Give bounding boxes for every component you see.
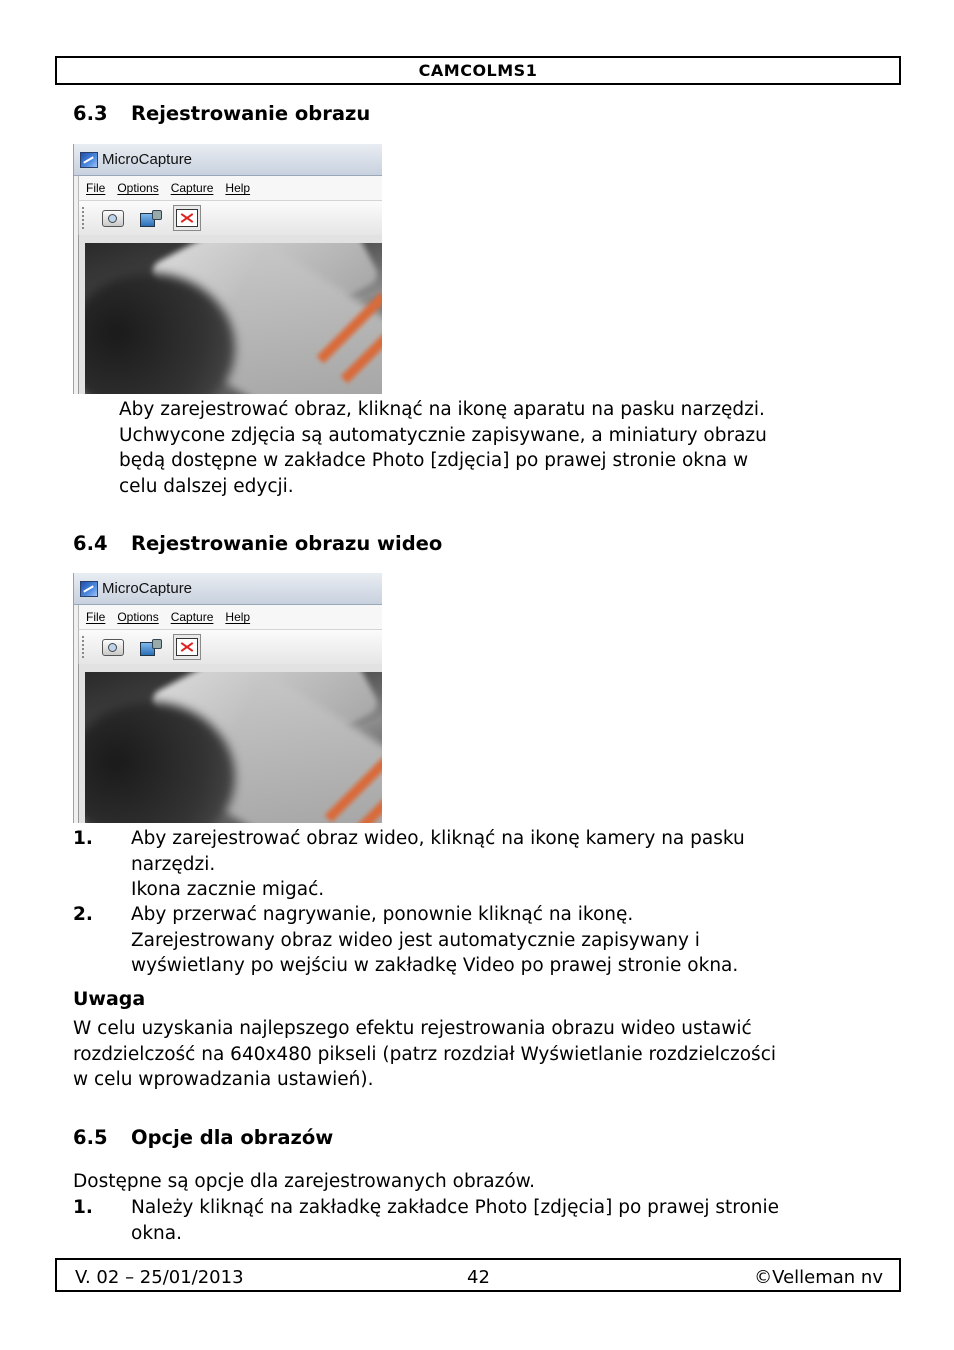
note-body [73,1016,776,1093]
note-line: w celu wprowadzania ustawień). [73,1069,374,1090]
camera-preview [85,672,382,823]
footer-page-number: 42 [467,1267,490,1288]
app-title: MicroCapture [102,151,193,168]
step-line: Zarejestrowany obraz wideo jest automatycznie zapisywany i [131,929,700,951]
preview-frame [78,664,382,823]
menu-capture[interactable]: Capture [170,181,214,195]
preview-frame [78,235,382,394]
camera-icon [102,639,124,656]
camera-preview [85,243,382,394]
record-video-button[interactable] [136,205,164,231]
step-line: okna. [131,1222,182,1244]
video-camera-icon [140,210,160,226]
capture-photo-button[interactable] [99,634,127,660]
step-number: 1. [73,828,93,849]
footer-version: V. 02 – 25/01/2013 [75,1267,244,1288]
app-logo-icon [80,581,98,597]
section-number: 6.5 [73,1126,108,1149]
body-line: Aby zarejestrować obraz, kliknąć na ikonę aparatu na pasku narzędzi. [119,399,765,420]
menu-options[interactable]: Options [117,181,159,195]
menu-help[interactable]: Help [225,181,251,195]
footer-copyright: ©Velleman nv [754,1267,883,1288]
menu-bar [78,176,382,200]
note-line: rozdzielczość na 640x480 pikseli (patrz rozdział Wyświetlanie rozdzielczości [73,1043,777,1065]
fullscreen-button[interactable] [173,634,201,660]
section-6-5-intro [73,1169,535,1195]
menu-options[interactable]: Options [117,610,159,624]
section-heading-6-5 [73,1126,333,1149]
step-line: Aby przerwać nagrywanie, ponownie kliknąć na ikonę. [131,904,634,925]
toolbar [78,200,382,236]
window-titlebar [74,144,382,176]
section-6-3-body [119,397,767,499]
step-line: Aby zarejestrować obraz wideo, kliknąć na ikonę kamery na pasku [131,828,745,849]
section-number: 6.4 [73,532,108,555]
menu-file[interactable]: File [86,610,106,624]
fullscreen-icon [176,638,198,656]
menu-file[interactable]: File [86,181,106,195]
section-heading-6-4 [73,532,442,555]
section-title: Opcje dla obrazów [131,1126,334,1149]
microcapture-screenshot-video [73,573,382,823]
list-item [73,1195,893,1246]
note-title: Uwaga [73,988,146,1010]
camera-icon [102,210,124,227]
step-line: narzędzi. [131,853,216,875]
step-line: Ikona zacznie migać. [131,879,325,900]
header-title: CAMCOLMS1 [418,61,538,80]
record-video-button[interactable] [136,634,164,660]
toolbar [78,629,382,665]
fullscreen-icon [176,209,198,227]
toolbar-grip[interactable] [82,207,84,229]
toolbar-grip[interactable] [82,636,84,658]
note-line: W celu uzyskania najlepszego efektu rejestrowania obrazu wideo ustawić [73,1018,752,1039]
menu-help[interactable]: Help [225,610,251,624]
step-line: Należy kliknąć na zakładkę zakładce Photo [zdjęcia] po prawej stronie [131,1197,780,1218]
step-number: 2. [73,904,93,925]
list-item [73,902,893,979]
capture-photo-button[interactable] [99,205,127,231]
section-number: 6.3 [73,102,108,125]
fullscreen-button[interactable] [173,205,201,231]
document-header [55,56,901,85]
document-footer [55,1258,901,1292]
section-heading-6-3 [73,102,370,125]
microcapture-screenshot-photo [73,144,382,394]
app-title: MicroCapture [102,580,193,597]
body-line: będą dostępne w zakładce Photo [zdjęcia] po prawej stronie okna w [119,450,749,471]
section-title: Rejestrowanie obrazu wideo [131,532,443,555]
video-camera-icon [140,639,160,655]
list-item [73,826,893,903]
app-logo-icon [80,152,98,168]
section-title: Rejestrowanie obrazu [131,102,371,125]
window-titlebar [74,573,382,605]
menu-bar [78,605,382,629]
step-number: 1. [73,1197,93,1218]
menu-capture[interactable]: Capture [170,610,214,624]
body-line: celu dalszej edycji. [119,475,294,497]
body-line: Uchwycone zdjęcia są automatycznie zapisywane, a miniatury obrazu [119,424,767,446]
intro-line: Dostępne są opcje dla zarejestrowanych obrazów. [73,1171,535,1192]
step-line: wyświetlany po wejściu w zakładkę Video po prawej stronie okna. [131,955,739,976]
